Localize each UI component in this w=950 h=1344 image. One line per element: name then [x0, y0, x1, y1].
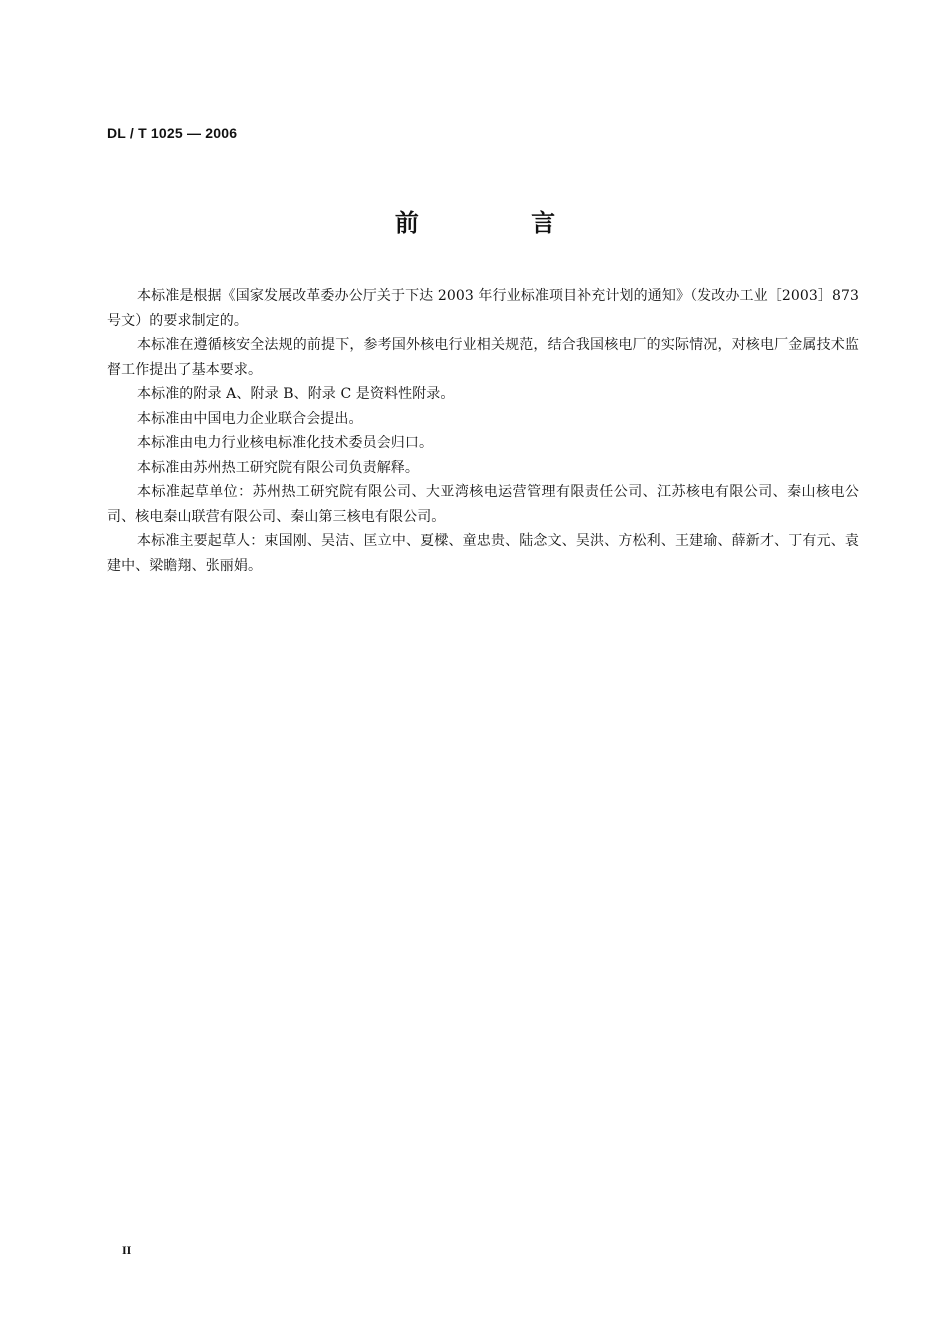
paragraph-drafters: 本标准主要起草人：束国刚、吴洁、匡立中、夏樑、童忠贵、陆念文、吴洪、方松利、王建瑜、薛新才、丁有元、袁建中、梁瞻翔、张丽娟。: [107, 533, 859, 574]
paragraph-scope: 本标准在遵循核安全法规的前提下，参考国外核电行业相关规范，结合我国核电厂的实际情况，对核电厂金属技术监督工作提出了基本要求。: [107, 337, 859, 378]
document-code: DL / T 1025 — 2006: [107, 125, 238, 141]
paragraph-committee: 本标准由电力行业核电标准化技术委员会归口。: [137, 435, 434, 451]
body-text: [107, 284, 859, 578]
paragraph-interpretation: 本标准由苏州热工研究院有限公司负责解释。: [137, 459, 419, 476]
page-number: II: [122, 1243, 132, 1257]
paragraph-basis: 本标准是根据《国家发展改革委办公厅关于下达 2003 年行业标准项目补充计划的通知》（发改办工业［2003］873 号文）的要求制定的。: [107, 288, 859, 329]
paragraph-appendix: 本标准的附录 A、附录 B、附录 C 是资料性附录。: [137, 386, 455, 402]
page-title: 前 言: [394, 209, 608, 237]
paragraph-proposer: 本标准由中国电力企业联合会提出。: [137, 410, 363, 427]
paragraph-drafting-units: 本标准起草单位：苏州热工研究院有限公司、大亚湾核电运营管理有限责任公司、江苏核电有限公司、秦山核电公司、核电秦山联营有限公司、秦山第三核电有限公司。: [107, 484, 859, 525]
